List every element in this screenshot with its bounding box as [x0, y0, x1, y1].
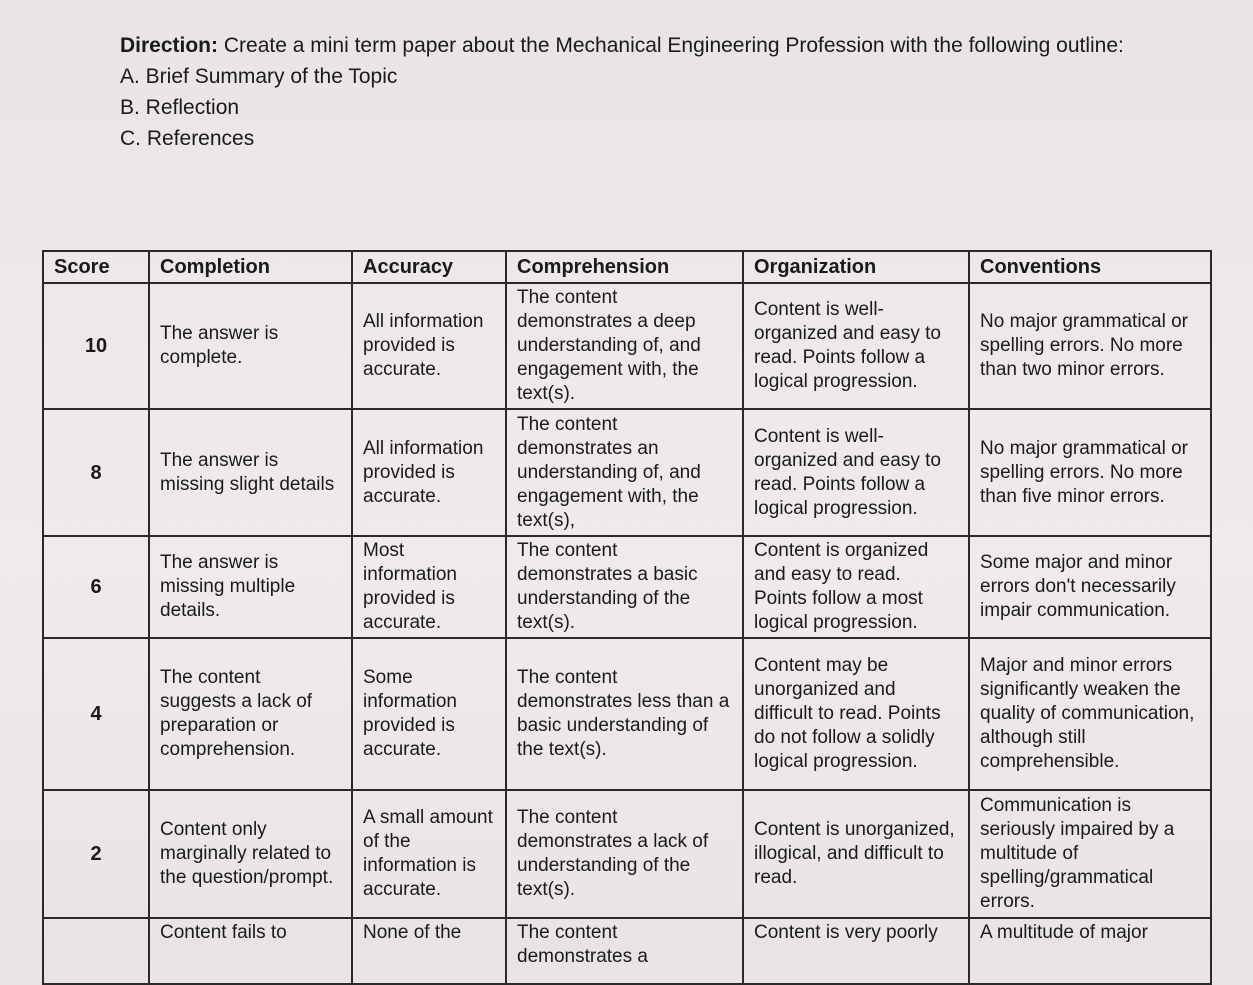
comprehension-cell: The content demonstrates a deep understanding of, and engagement with, the text(s).	[506, 283, 743, 409]
conventions-cell: Major and minor errors significantly weaken the quality of communication, although still comprehensible.	[969, 638, 1211, 790]
score-cell: 10	[43, 283, 149, 409]
completion-cell: The answer is complete.	[149, 283, 352, 409]
direction-block	[120, 30, 1200, 154]
completion-cell: The answer is missing multiple details.	[149, 536, 352, 638]
table-row	[43, 283, 1211, 409]
accuracy-cell: Most information provided is accurate.	[352, 536, 506, 638]
header-organization: Organization	[743, 251, 969, 283]
organization-cell: Content is very poorly	[743, 918, 969, 984]
table-row	[43, 918, 1211, 984]
score-cell: 2	[43, 790, 149, 918]
score-cell: 4	[43, 638, 149, 790]
header-score: Score	[43, 251, 149, 283]
comprehension-cell: The content demonstrates less than a basic understanding of the text(s).	[506, 638, 743, 790]
completion-cell: Content only marginally related to the question/prompt.	[149, 790, 352, 918]
table-row	[43, 790, 1211, 918]
organization-cell: Content is well-organized and easy to read. Points follow a logical progression.	[743, 283, 969, 409]
completion-cell: The answer is missing slight details	[149, 409, 352, 536]
header-accuracy: Accuracy	[352, 251, 506, 283]
organization-cell: Content is unorganized, illogical, and difficult to read.	[743, 790, 969, 918]
score-cell	[43, 918, 149, 984]
conventions-cell: No major grammatical or spelling errors. No more than five minor errors.	[969, 409, 1211, 536]
direction-text: Create a mini term paper about the Mechanical Engineering Profession with the following outline:	[218, 34, 1124, 57]
conventions-cell: A multitude of major	[969, 918, 1211, 984]
accuracy-cell: All information provided is accurate.	[352, 409, 506, 536]
conventions-cell: Some major and minor errors don't necessarily impair communication.	[969, 536, 1211, 638]
organization-cell: Content may be unorganized and difficult to read. Points do not follow a solidly logical progression.	[743, 638, 969, 790]
rubric-container	[42, 250, 1210, 967]
comprehension-cell: The content demonstrates an understanding of, and engagement with, the text(s),	[506, 409, 743, 536]
score-cell: 8	[43, 409, 149, 536]
outline-item-references: C. References	[120, 127, 255, 150]
comprehension-cell: The content demonstrates a	[506, 918, 743, 984]
accuracy-cell: A small amount of the information is accurate.	[352, 790, 506, 918]
comprehension-cell: The content demonstrates a lack of understanding of the text(s).	[506, 790, 743, 918]
accuracy-cell: All information provided is accurate.	[352, 283, 506, 409]
table-row	[43, 409, 1211, 536]
organization-cell: Content is organized and easy to read. Points follow a most logical progression.	[743, 536, 969, 638]
completion-cell: The content suggests a lack of preparation or comprehension.	[149, 638, 352, 790]
conventions-cell: Communication is seriously impaired by a multitude of spelling/grammatical errors.	[969, 790, 1211, 918]
direction-paragraph	[120, 30, 1200, 61]
organization-cell: Content is well-organized and easy to read. Points follow a logical progression.	[743, 409, 969, 536]
direction-label: Direction:	[120, 34, 219, 57]
accuracy-cell: Some information provided is accurate.	[352, 638, 506, 790]
header-completion: Completion	[149, 251, 352, 283]
outline-list	[120, 61, 1200, 154]
comprehension-cell: The content demonstrates a basic understanding of the text(s).	[506, 536, 743, 638]
completion-cell: Content fails to	[149, 918, 352, 984]
outline-item-reflection: B. Reflection	[120, 96, 240, 119]
table-row	[43, 638, 1211, 790]
table-row	[43, 536, 1211, 638]
header-comprehension: Comprehension	[506, 251, 743, 283]
rubric-table	[42, 250, 1212, 985]
rubric-header-row	[43, 251, 1211, 283]
score-cell: 6	[43, 536, 149, 638]
accuracy-cell: None of the	[352, 918, 506, 984]
header-conventions: Conventions	[969, 251, 1211, 283]
outline-item-summary: A. Brief Summary of the Topic	[120, 65, 398, 88]
conventions-cell: No major grammatical or spelling errors. No more than two minor errors.	[969, 283, 1211, 409]
